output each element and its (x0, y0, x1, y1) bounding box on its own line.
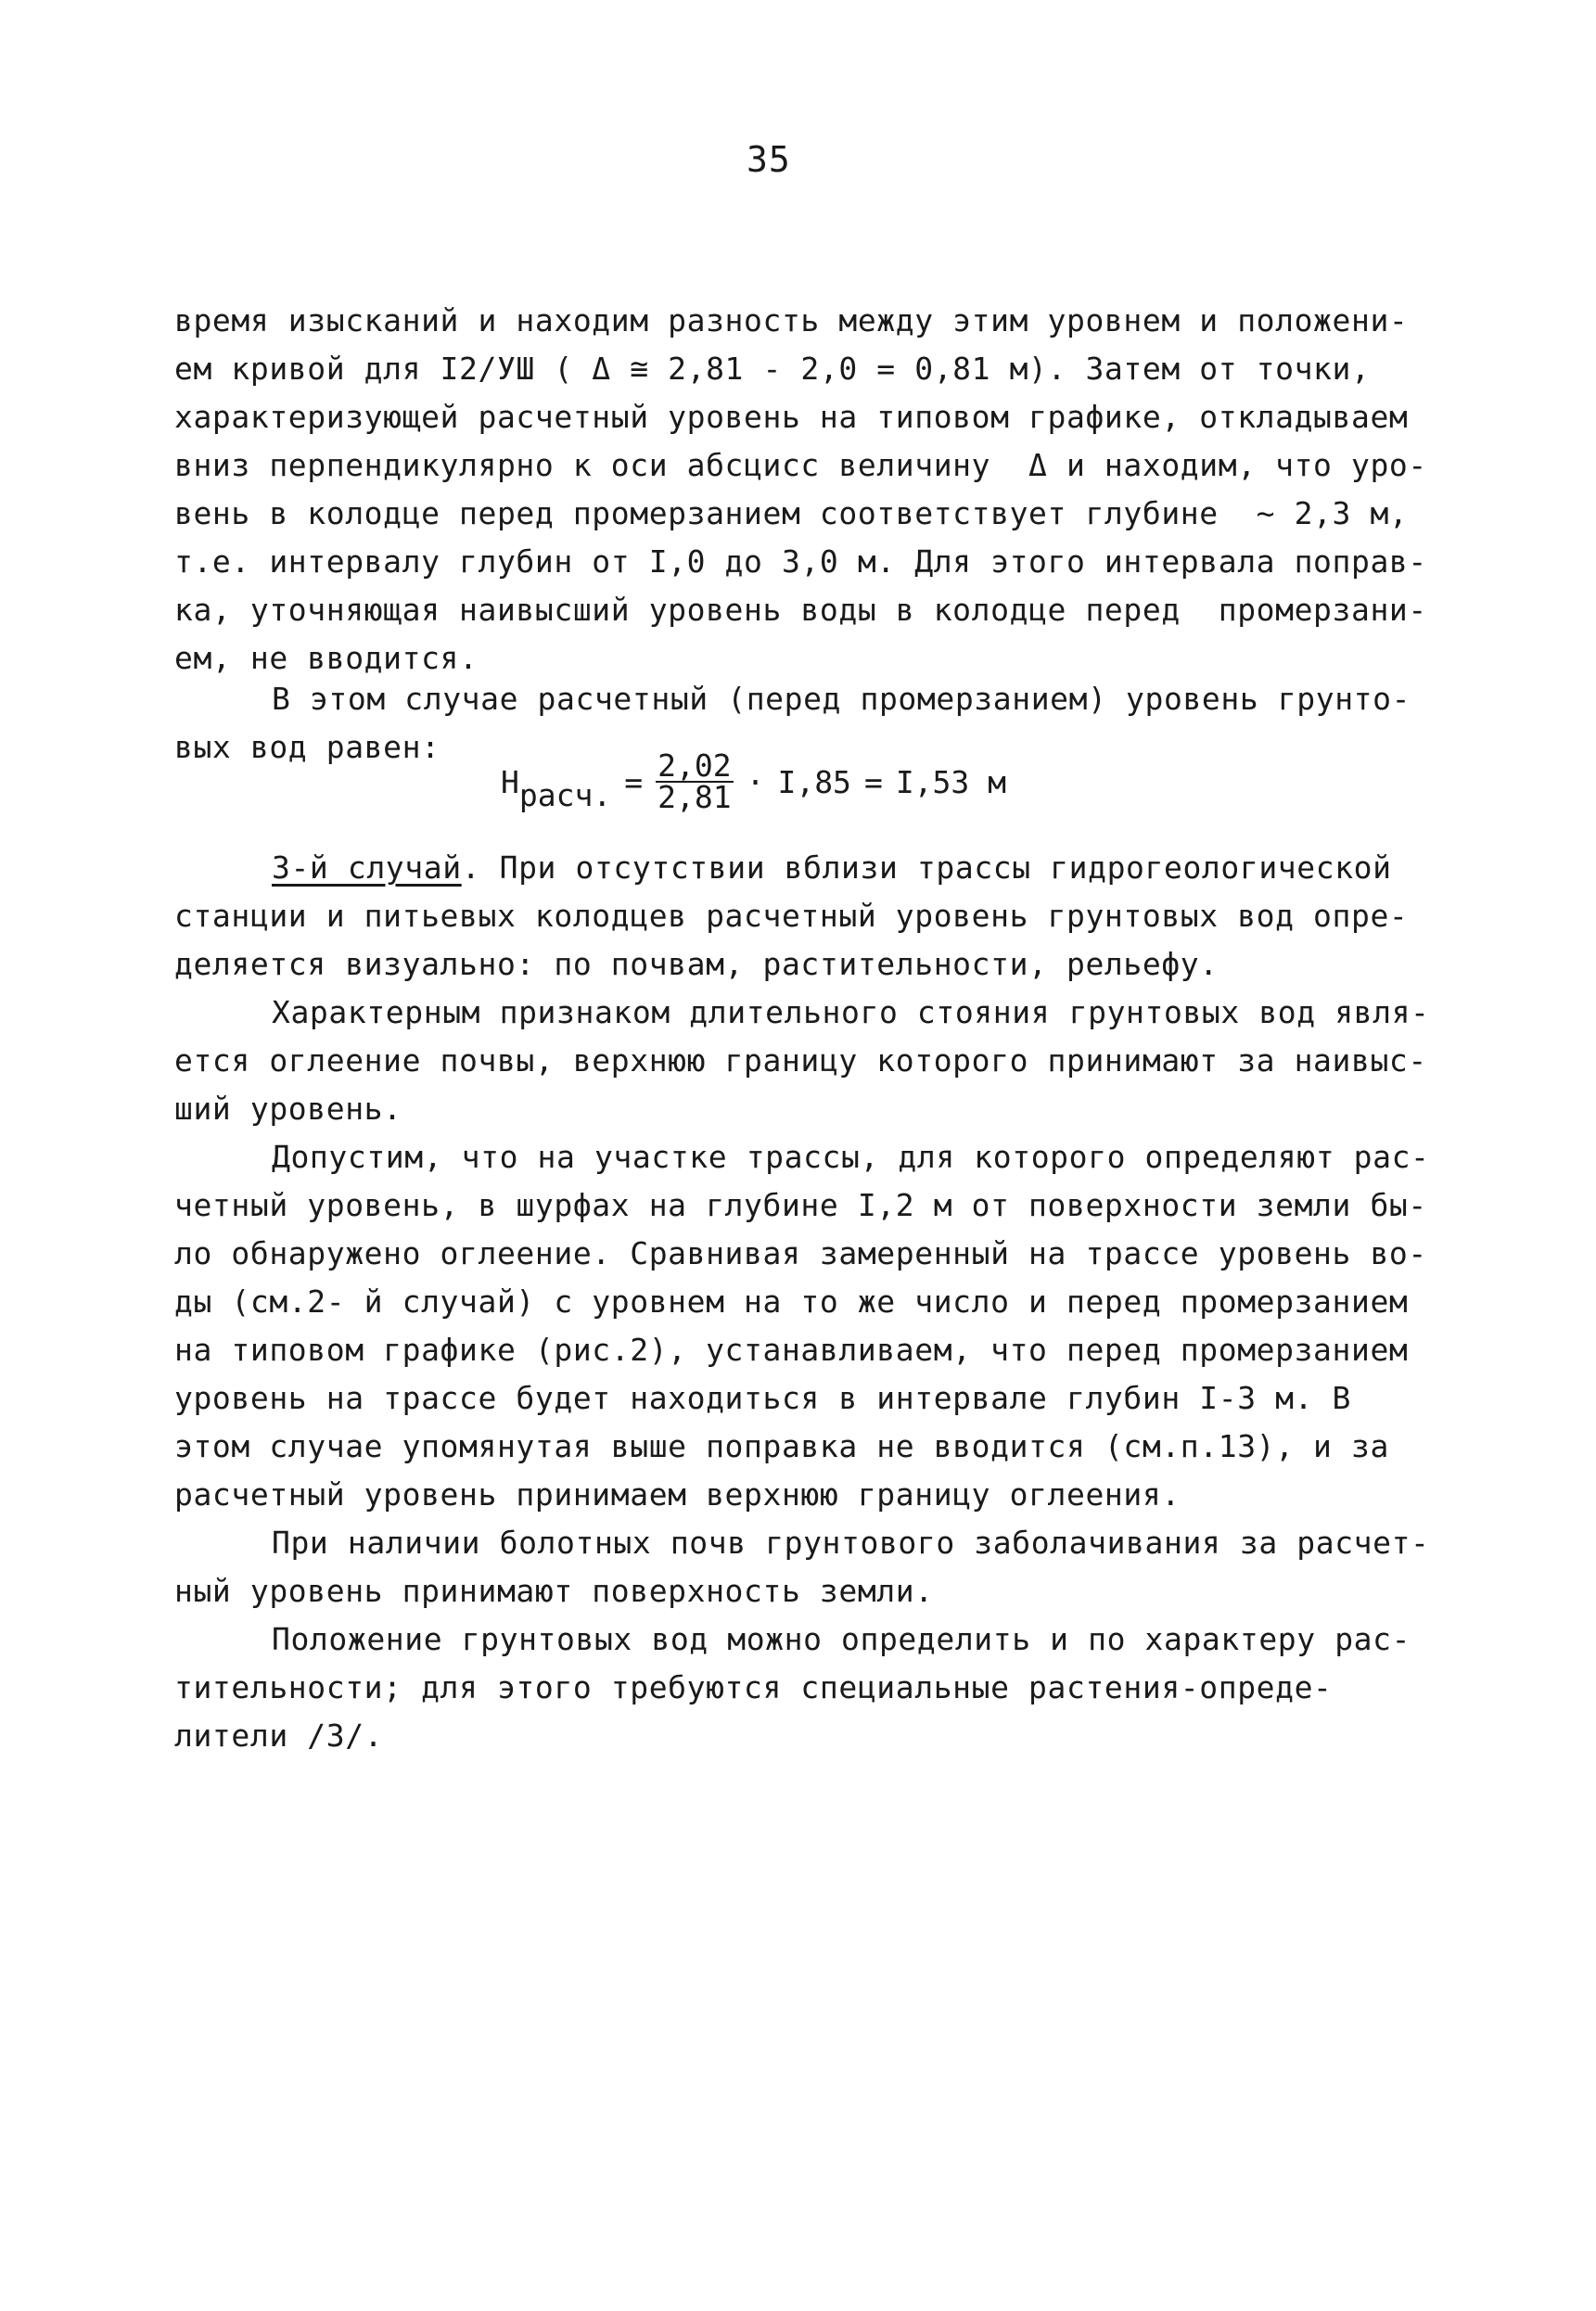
text-line: деляется визуально: по почвам, растительности, рельефу. (174, 946, 1219, 982)
text-line: этом случае упомянутая выше поправка не вводится (см.п.13), и за (174, 1428, 1389, 1464)
text-line: четный уровень, в шурфах на глубине I,2 м от поверхности земли бы- (174, 1187, 1427, 1223)
text-line: ший уровень. (174, 1091, 402, 1127)
text-line: Характерным признаком длительного стояния грунтовых вод явля- (272, 994, 1430, 1030)
text-line: ем, не вводится. (174, 640, 479, 676)
case-3-heading: 3-й случай (272, 849, 462, 886)
text-line: Положение грунтовых вод можно определить и по характеру рас- (272, 1621, 1411, 1657)
text-line: характеризующей расчетный уровень на типовом графике, откладываем (174, 399, 1409, 435)
text-line: вых вод равен: (174, 729, 440, 765)
text-line: ется оглеение почвы, верхнюю границу которого принимают за наивыс- (174, 1042, 1427, 1079)
text-line: ды (см.2- й случай) с уровнем на то же число и перед промерзанием (174, 1283, 1409, 1320)
page-number: 35 (747, 139, 791, 180)
paragraph-1 (174, 297, 1454, 683)
text-line: ный уровень принимают поверхность земли. (174, 1573, 934, 1609)
text-line: лители /3/. (174, 1717, 384, 1754)
text-line: ка, уточняющая наивысший уровень воды в колодце перед промерзани- (174, 592, 1427, 628)
text-line: расчетный уровень принимаем верхнюю границу оглеения. (174, 1476, 1181, 1513)
text-line: В этом случае расчетный (перед промерзанием) уровень грунто- (272, 681, 1411, 717)
formula-h-subscript: расч. (518, 776, 612, 813)
text-line: т.е. интервалу глубин от I,0 до 3,0 м. Для этого интервала поправ- (174, 543, 1427, 580)
formula-equals-2: = (863, 763, 883, 800)
formula-equals: = (624, 763, 644, 800)
formula-result: I,53 м (895, 763, 1007, 800)
case-3-first-line-rest: . При отсутствии вблизи трассы гидрогеологической (461, 849, 1392, 886)
case-3-section (174, 844, 1454, 1760)
text-line: тительности; для этого требуются специальные растения-опреде- (174, 1669, 1333, 1705)
text-line: ло обнаружено оглеение. Сравнивая замеренный на трассе уровень во- (174, 1235, 1427, 1271)
formula-factor: I,85 (777, 763, 851, 800)
text-line: время изысканий и находим разность между этим уровнем и положени- (174, 302, 1409, 338)
formula-multiply: · (746, 763, 765, 800)
text-line: вниз перпендикулярно к оси абсцисс величину Δ и находим, что уро- (174, 447, 1427, 483)
formula (501, 747, 1007, 815)
text-line: При наличии болотных почв грунтового заболачивания за расчет- (272, 1525, 1430, 1561)
text-line: Допустим, что на участке трассы, для которого определяют рас- (272, 1139, 1430, 1175)
formula-numerator: 2,02 (658, 747, 732, 784)
formula-denominator: 2,81 (658, 779, 732, 815)
text-line: станции и питьевых колодцев расчетный уровень грунтовых вод опре- (174, 898, 1409, 934)
text-line: вень в колодце перед промерзанием соответствует глубине ~ 2,3 м, (174, 495, 1409, 531)
formula-lhs (501, 763, 612, 813)
text-line: ем кривой для I2/УШ ( Δ ≅ 2,81 - 2,0 = 0,81 м). Затем от точки, (174, 351, 1371, 387)
text-line: на типовом графике (рис.2), устанавливаем, что перед промерзанием (174, 1332, 1409, 1368)
text-line: уровень на трассе будет находиться в интервале глубин I-3 м. В (174, 1380, 1351, 1416)
formula-fraction (656, 747, 733, 815)
formula-h: H (501, 763, 519, 800)
case-3-first-line (174, 844, 1454, 892)
